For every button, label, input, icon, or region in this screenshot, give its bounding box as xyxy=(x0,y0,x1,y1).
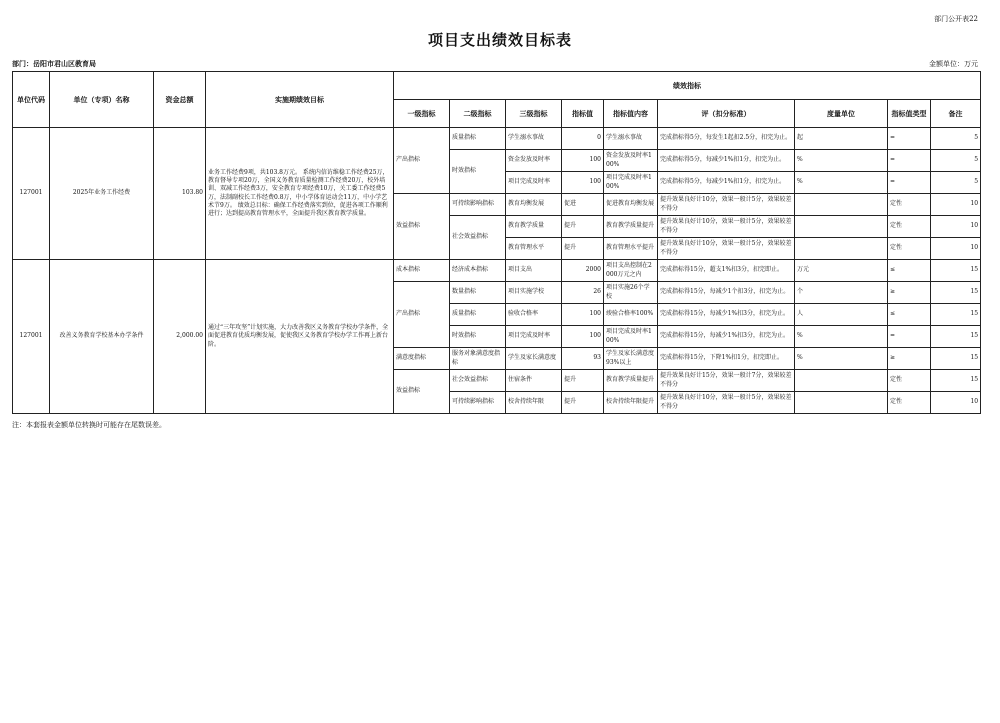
remark-cell: 5 xyxy=(931,172,981,194)
header-scoring: 评（扣分标准） xyxy=(658,100,795,128)
remark-cell: 15 xyxy=(931,282,981,304)
content-cell: 资金发放及时率100% xyxy=(604,150,658,172)
level2-cell: 时效指标 xyxy=(450,326,506,348)
header-unit-name: 单位（专项）名称 xyxy=(50,72,154,128)
content-cell: 学生溺水事故 xyxy=(604,128,658,150)
value-cell: 26 xyxy=(562,282,604,304)
unit-cell xyxy=(795,216,888,238)
level3-cell: 校舍持续年限 xyxy=(506,392,562,414)
type-cell: 定性 xyxy=(888,238,931,260)
type-cell: 定性 xyxy=(888,392,931,414)
scoring-cell: 完成指标得5分，每减少1%扣1分，扣完为止。 xyxy=(658,172,795,194)
type-cell: 定性 xyxy=(888,194,931,216)
unit-cell: 人 xyxy=(795,304,888,326)
type-cell: = xyxy=(888,150,931,172)
scoring-cell: 完成指标得15分，下降1%扣1分，扣完即止。 xyxy=(658,348,795,370)
value-cell: 100 xyxy=(562,304,604,326)
goal-cell: 通过“三年攻坚”计划实施，大力改善我区义务教育学校办学条件，全面促进教育优质均衡发展，促使我区义务教育学校办学工作再上新台阶。 xyxy=(206,260,394,414)
project-name-cell: 2025年业务工作经费 xyxy=(50,128,154,260)
level2-cell: 时效指标 xyxy=(450,150,506,194)
remark-cell: 10 xyxy=(931,392,981,414)
value-cell: 提升 xyxy=(562,370,604,392)
value-cell: 促进 xyxy=(562,194,604,216)
level3-cell: 学生溺水事故 xyxy=(506,128,562,150)
scoring-cell: 提升效果良好计10分，效果一般计5分，效果较差不得分 xyxy=(658,392,795,414)
table-row xyxy=(13,260,981,282)
remark-cell: 5 xyxy=(931,150,981,172)
level2-cell: 质量指标 xyxy=(450,128,506,150)
content-cell: 促进教育均衡发展 xyxy=(604,194,658,216)
remark-cell: 15 xyxy=(931,326,981,348)
header-unit-code: 单位代码 xyxy=(13,72,50,128)
type-cell: = xyxy=(888,326,931,348)
remark-cell: 10 xyxy=(931,238,981,260)
value-cell: 100 xyxy=(562,172,604,194)
content-cell: 竣验合格率100% xyxy=(604,304,658,326)
content-cell: 教育教学质量提升 xyxy=(604,216,658,238)
level2-cell: 服务对象满意度指标 xyxy=(450,348,506,370)
content-cell: 项目完成及时率100% xyxy=(604,172,658,194)
table-row xyxy=(13,128,981,150)
remark-cell: 15 xyxy=(931,370,981,392)
content-cell: 校舍持续年限提升 xyxy=(604,392,658,414)
amount-cell: 103.80 xyxy=(154,128,206,260)
level3-cell: 资金发放及时率 xyxy=(506,150,562,172)
amount-cell: 2,000.00 xyxy=(154,260,206,414)
type-cell: ≤ xyxy=(888,260,931,282)
level2-cell: 质量指标 xyxy=(450,304,506,326)
type-cell: = xyxy=(888,172,931,194)
scoring-cell: 完成指标得15分，超支1%扣3分，扣完即止。 xyxy=(658,260,795,282)
value-cell: 提升 xyxy=(562,238,604,260)
value-cell: 提升 xyxy=(562,392,604,414)
scoring-cell: 完成指标得15分，每减少1%扣3分，扣完为止。 xyxy=(658,304,795,326)
unit-cell xyxy=(795,194,888,216)
header-implementation-goal: 实施期绩效目标 xyxy=(206,72,394,128)
level2-cell: 可持续影响指标 xyxy=(450,194,506,216)
unit-code-cell: 127001 xyxy=(13,128,50,260)
level3-cell: 教育管理水平 xyxy=(506,238,562,260)
header-level1: 一级指标 xyxy=(394,100,450,128)
value-cell: 0 xyxy=(562,128,604,150)
content-cell: 教育教学质量提升 xyxy=(604,370,658,392)
level1-cell: 产出指标 xyxy=(394,128,450,194)
unit-cell: % xyxy=(795,326,888,348)
page-title: 项目支出绩效目标表 xyxy=(427,31,572,49)
performance-target-table xyxy=(12,71,981,414)
scoring-cell: 完成指标得5分，每减少1%扣1分，扣完为止。 xyxy=(658,150,795,172)
type-cell: ≤ xyxy=(888,304,931,326)
unit-cell: 起 xyxy=(795,128,888,150)
footnote: 注：本套报表金额单位转换时可能存在尾数误差。 xyxy=(12,421,166,429)
unit-cell: 个 xyxy=(795,282,888,304)
remark-cell: 15 xyxy=(931,304,981,326)
value-cell: 100 xyxy=(562,150,604,172)
type-cell: 定性 xyxy=(888,216,931,238)
header-indicator-value: 指标值 xyxy=(562,100,604,128)
unit-cell xyxy=(795,238,888,260)
project-name-cell: 改善义务教育学校基本办学条件 xyxy=(50,260,154,414)
level3-cell: 教育教学质量 xyxy=(506,216,562,238)
level3-cell: 项目完成及时率 xyxy=(506,326,562,348)
level2-cell: 可持续影响指标 xyxy=(450,392,506,414)
level2-cell: 经济成本指标 xyxy=(450,260,506,282)
header-measure-unit: 度量单位 xyxy=(795,100,888,128)
header-value-type: 指标值类型 xyxy=(888,100,931,128)
scoring-cell: 提升效果良好计10分，效果一般计5分，效果较差不得分 xyxy=(658,194,795,216)
scoring-cell: 提升效果良好计10分，效果一般计5分，效果较差不得分 xyxy=(658,216,795,238)
level3-cell: 项目支出 xyxy=(506,260,562,282)
level3-cell: 项目实施学校 xyxy=(506,282,562,304)
goal-cell: 业务工作经费9项，共103.8万元。 系统内信访维稳工作经费25万，教育督导专项20万，全国义务教育质量检测工作经费20万，校外培训、双减工作经费3万，安全教育专项经费10万，关工委工作经费5万，法制副校长工作经费0.8万，中小学体育运动会11万，中小学艺术节9万。 绩效总目标：确保工作经费落实到位，促进各项工作顺利进行；达到提高教育管理水平，全面提升我区教育教学质量。 xyxy=(206,128,394,260)
level1-cell: 满意度指标 xyxy=(394,348,450,370)
content-cell: 学生及家长满意度93%以上 xyxy=(604,348,658,370)
unit-code-cell: 127001 xyxy=(13,260,50,414)
header-indicator-content: 指标值内容 xyxy=(604,100,658,128)
page-number: 部门公开表22 xyxy=(934,15,978,23)
scoring-cell: 完成指标得15分，每减少1个扣3分，扣完为止。 xyxy=(658,282,795,304)
scoring-cell: 完成指标得5分，每发生1起扣2.5分，扣完为止。 xyxy=(658,128,795,150)
level3-cell: 验收合格率 xyxy=(506,304,562,326)
level3-cell: 项目完成及时率 xyxy=(506,172,562,194)
value-cell: 提升 xyxy=(562,216,604,238)
level2-cell: 社会效益指标 xyxy=(450,370,506,392)
value-cell: 2000 xyxy=(562,260,604,282)
header-remark: 备注 xyxy=(931,100,981,128)
level2-cell: 社会效益指标 xyxy=(450,216,506,260)
unit-cell: 万元 xyxy=(795,260,888,282)
level2-cell: 数量指标 xyxy=(450,282,506,304)
header-level3: 三级指标 xyxy=(506,100,562,128)
unit-cell: % xyxy=(795,172,888,194)
header-level2: 二级指标 xyxy=(450,100,506,128)
unit-cell: % xyxy=(795,150,888,172)
remark-cell: 10 xyxy=(931,216,981,238)
remark-cell: 15 xyxy=(931,348,981,370)
header-total-funds: 资金总额 xyxy=(154,72,206,128)
value-cell: 93 xyxy=(562,348,604,370)
type-cell: ≥ xyxy=(888,282,931,304)
unit-cell: % xyxy=(795,348,888,370)
level3-cell: 住宿条件 xyxy=(506,370,562,392)
level3-cell: 教育均衡发展 xyxy=(506,194,562,216)
content-cell: 项目实施26个学校 xyxy=(604,282,658,304)
type-cell: 定性 xyxy=(888,370,931,392)
content-cell: 教育管理水平提升 xyxy=(604,238,658,260)
content-cell: 项目完成及时率100% xyxy=(604,326,658,348)
scoring-cell: 完成指标得15分，每减少1%扣3分，扣完为止。 xyxy=(658,326,795,348)
level1-cell: 效益指标 xyxy=(394,194,450,260)
type-cell: ≥ xyxy=(888,348,931,370)
department-label: 部门：岳阳市君山区教育局 xyxy=(12,59,96,68)
remark-cell: 10 xyxy=(931,194,981,216)
level1-cell: 效益指标 xyxy=(394,370,450,414)
scoring-cell: 提升效果良好计15分，效果一般计7分，效果较差不得分 xyxy=(658,370,795,392)
level1-cell: 产出指标 xyxy=(394,282,450,348)
content-cell: 项目支出控制在2000万元之内 xyxy=(604,260,658,282)
remark-cell: 5 xyxy=(931,128,981,150)
level3-cell: 学生及家长满意度 xyxy=(506,348,562,370)
unit-cell xyxy=(795,370,888,392)
scoring-cell: 提升效果良好计10分，效果一般计5分，效果较差不得分 xyxy=(658,238,795,260)
unit-cell xyxy=(795,392,888,414)
type-cell: = xyxy=(888,128,931,150)
value-cell: 100 xyxy=(562,326,604,348)
header-performance-indicators: 绩效指标 xyxy=(394,72,981,100)
remark-cell: 15 xyxy=(931,260,981,282)
amount-unit-label: 金额单位：万元 xyxy=(929,60,978,68)
level1-cell: 成本指标 xyxy=(394,260,450,282)
